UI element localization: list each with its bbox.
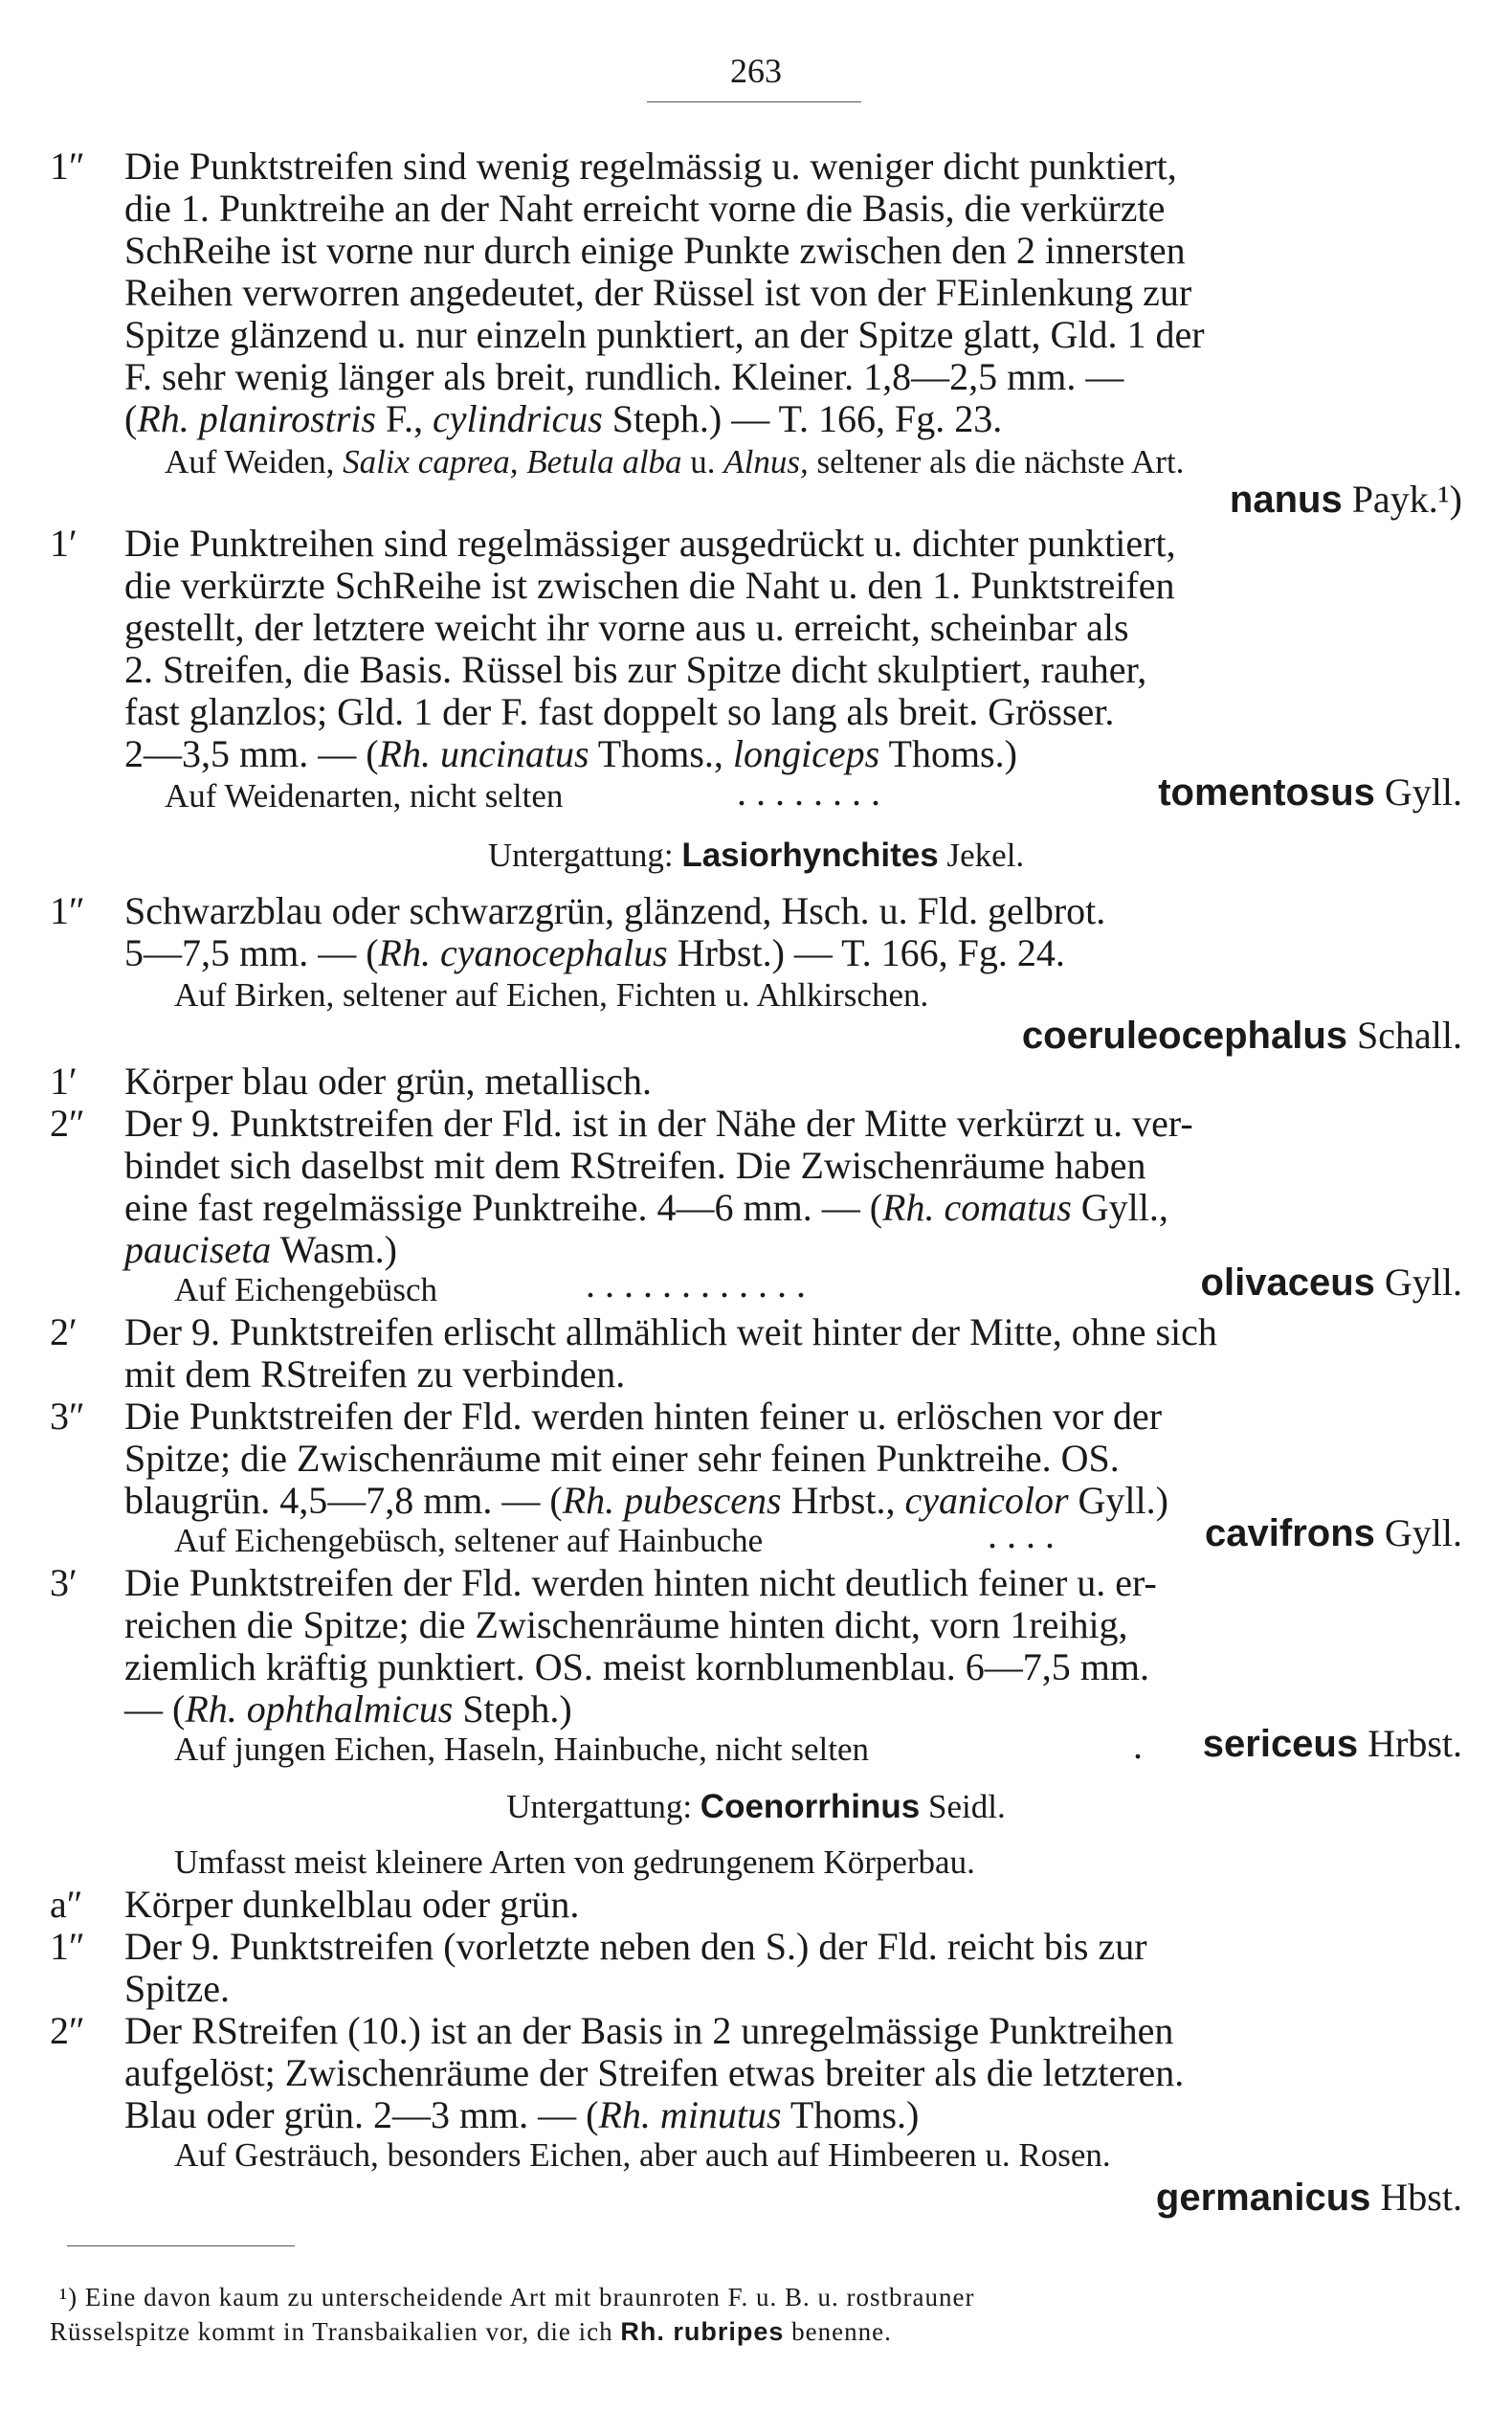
text: ( xyxy=(124,397,138,440)
taxon-name: Rh. cyanocephalus xyxy=(378,931,668,974)
leader-dots: . . . . . . . . . . . . xyxy=(586,1262,806,1306)
text: Gyll.) xyxy=(1068,1479,1168,1522)
footnote-rule xyxy=(67,2245,295,2246)
leader-dots: . xyxy=(1133,1724,1143,1767)
couplet-text: Die Punktreihen sind regelmässiger ausgedrückt u. dichter punktiert, xyxy=(124,522,1176,565)
species-name-line xyxy=(1201,1262,1462,1304)
species-name: tomentosus xyxy=(1158,771,1375,814)
text: Rüsselspitze kommt in Transbaikalien vor, die ich xyxy=(50,2317,621,2346)
text: Seidl. xyxy=(920,1788,1006,1825)
couplet-text: Die Punktstreifen der Fld. werden hinten nicht deutlich feiner u. er- xyxy=(124,1561,1157,1604)
subgenus-heading xyxy=(0,835,1512,877)
subgenus-name: Lasiorhynchites xyxy=(681,837,939,874)
text: seltener als die nächste Art. xyxy=(808,443,1185,480)
taxon-name: Rh. minutus xyxy=(598,2093,782,2136)
synonym-line xyxy=(124,2094,919,2136)
text: Auf Weiden, xyxy=(165,443,344,480)
couplet-marker: 1″ xyxy=(50,145,85,188)
text: 5—7,5 mm. — ( xyxy=(124,931,379,974)
text: F., xyxy=(376,397,434,440)
text: Hrbst.) — T. 166, Fg. 24. xyxy=(667,931,1065,974)
text: 2—3,5 mm. — ( xyxy=(124,732,379,775)
habitat-line: Auf Birken, seltener auf Eichen, Fichten u. Ahlkirschen. xyxy=(174,976,929,1014)
text: Gyll., xyxy=(1071,1186,1168,1229)
species-name-line xyxy=(1205,1512,1462,1554)
page-number xyxy=(0,50,1512,92)
subgenus-heading xyxy=(0,1786,1512,1828)
taxon-name: longiceps xyxy=(732,732,880,775)
species-author: Hrbst. xyxy=(1358,1722,1462,1765)
taxon-name: Rh. pubescens xyxy=(562,1479,782,1522)
couplet-marker: 1″ xyxy=(50,1925,85,1968)
synonym-line xyxy=(124,733,1017,775)
couplet-text: Der RStreifen (10.) ist an der Basis in 2 unregelmässige Punktreihen xyxy=(124,2009,1174,2052)
habitat-line xyxy=(165,775,563,817)
couplet-text: Spitze glänzend u. nur einzeln punktiert, an der Spitze glatt, Gld. 1 der xyxy=(124,313,1205,356)
species-author: Gyll. xyxy=(1374,1511,1462,1554)
habitat-line: Auf Eichengebüsch xyxy=(174,1271,438,1308)
species-author: Payk.¹) xyxy=(1342,478,1462,521)
synonym-line xyxy=(124,1688,572,1731)
leader-dots: . . . . xyxy=(988,1513,1055,1556)
couplet-text: Die Punktstreifen sind wenig regelmässig u. weniger dicht punktiert, xyxy=(124,145,1177,188)
couplet-text: ziemlich kräftig punktiert. OS. meist kornblumenblau. 6—7,5 mm. xyxy=(124,1645,1149,1688)
species-name-line xyxy=(1022,1015,1462,1057)
taxon-name: Salix caprea, Betula alba xyxy=(343,443,682,480)
couplet-text: SchReihe ist vorne nur durch einige Punkte zwischen den 2 innersten xyxy=(124,229,1186,272)
species-name-line xyxy=(1203,1723,1462,1765)
couplet-text: Spitze. xyxy=(124,1967,230,2010)
couplet-text: bindet sich daselbst mit dem RStreifen. Die Zwischenräume haben xyxy=(124,1144,1146,1187)
text: Thoms., xyxy=(589,732,733,775)
couplet-text: Die Punktstreifen der Fld. werden hinten feiner u. erlöschen vor der xyxy=(124,1395,1163,1438)
text: Thoms.) xyxy=(879,732,1017,775)
couplet-marker: 3″ xyxy=(50,1395,85,1438)
species-author: Gyll. xyxy=(1374,1261,1462,1304)
taxon-name: Rh. planirostris xyxy=(137,397,376,440)
footnote-line xyxy=(50,2316,892,2347)
text: Blau oder grün. 2—3 mm. — ( xyxy=(124,2093,599,2136)
text: u. xyxy=(681,443,724,480)
text: Untergattung: xyxy=(506,1788,700,1825)
couplet-text: Der 9. Punktstreifen (vorletzte neben den S.) der Fld. reicht bis zur xyxy=(124,1925,1147,1968)
species-name: nanus xyxy=(1229,479,1343,521)
species-author: Gyll. xyxy=(1374,770,1462,814)
couplet-text: Reihen verworren angedeutet, der Rüssel ist von der FEinlenkung zur xyxy=(124,271,1192,314)
couplet-text: Spitze; die Zwischenräume mit einer sehr feinen Punktreihe. OS. xyxy=(124,1437,1120,1480)
couplet-marker: 1′ xyxy=(50,522,78,565)
header-rule xyxy=(647,101,861,102)
couplet-text: Der 9. Punktstreifen der Fld. ist in der Nähe der Mitte verkürzt u. ver- xyxy=(124,1102,1193,1145)
couplet-text: gestellt, der letztere weicht ihr vorne aus u. erreicht, scheinbar als xyxy=(124,606,1129,649)
text: — ( xyxy=(124,1687,186,1731)
couplet-text: fast glanzlos; Gld. 1 der F. fast doppelt so lang als breit. Grösser. xyxy=(124,690,1115,733)
couplet-text: mit dem RStreifen zu verbinden. xyxy=(124,1352,626,1396)
couplet-marker: a″ xyxy=(50,1883,83,1926)
taxon-name: Rh. comatus xyxy=(882,1186,1072,1229)
couplet-text: Körper blau oder grün, metallisch. xyxy=(124,1060,652,1103)
species-name: cavifrons xyxy=(1205,1512,1375,1554)
couplet-text: Schwarzblau oder schwarzgrün, glänzend, Hsch. u. Fld. gelbrot. xyxy=(124,889,1106,932)
synonym-line xyxy=(124,1229,397,1271)
text: Jekel. xyxy=(938,837,1025,874)
taxon-name: Rh. rubripes xyxy=(620,2317,785,2346)
habitat-line: Auf jungen Eichen, Haseln, Hainbuche, nicht selten xyxy=(174,1731,870,1768)
text: Thoms.) xyxy=(781,2093,920,2136)
couplet-marker: 2′ xyxy=(50,1310,78,1353)
species-name: olivaceus xyxy=(1200,1262,1375,1304)
species-author: Schall. xyxy=(1347,1014,1462,1057)
species-name-line xyxy=(1230,479,1462,521)
text: benenne. xyxy=(784,2317,892,2346)
species-name-line xyxy=(1156,2177,1462,2219)
synonym-line xyxy=(124,398,1002,440)
species-name: germanicus xyxy=(1155,2177,1371,2219)
taxon-name: Alnus, xyxy=(723,443,809,480)
couplet-marker: 1″ xyxy=(50,889,85,932)
text: Untergattung: xyxy=(487,837,682,874)
habitat-line: Auf Eichengebüsch, seltener auf Hainbuche xyxy=(174,1522,764,1559)
subgenus-name: Coenorrhinus xyxy=(700,1788,921,1825)
taxon-name: pauciseta xyxy=(124,1228,272,1271)
text: Steph.) xyxy=(453,1687,572,1731)
leader-dots: . . . . . . . . xyxy=(737,770,880,814)
subgenus-intro: Umfasst meist kleinere Arten von gedrungenem Körperbau. xyxy=(174,1843,975,1881)
page-number-text: 263 xyxy=(730,52,782,90)
couplet-marker: 2″ xyxy=(50,1102,85,1145)
synonym-line xyxy=(124,1187,1168,1229)
synonym-line xyxy=(124,932,1065,974)
text: Wasm.) xyxy=(271,1228,397,1271)
species-name: coeruleocephalus xyxy=(1021,1015,1348,1057)
couplet-marker: 2″ xyxy=(50,2009,85,2052)
species-name: sericeus xyxy=(1202,1723,1359,1765)
species-name-line xyxy=(1158,771,1462,814)
couplet-marker: 1′ xyxy=(50,1060,78,1103)
taxon-name: cyanicolor xyxy=(904,1479,1069,1522)
habitat-line xyxy=(165,441,1184,483)
couplet-text: Der 9. Punktstreifen erlischt allmählich weit hinter der Mitte, ohne sich xyxy=(124,1310,1217,1353)
footnote-line: ¹) Eine davon kaum zu unterscheidende Art mit braunroten F. u. B. u. rostbrauner xyxy=(59,2283,975,2311)
couplet-marker: 3′ xyxy=(50,1561,78,1604)
habitat-line: Auf Gesträuch, besonders Eichen, aber auch auf Himbeeren u. Rosen. xyxy=(174,2136,1111,2174)
text: eine fast regelmässige Punktreihe. 4—6 mm. — ( xyxy=(124,1186,883,1229)
taxon-name: cylindricus xyxy=(433,397,603,440)
couplet-text: Körper dunkelblau oder grün. xyxy=(124,1883,580,1926)
couplet-text: F. sehr wenig länger als breit, rundlich. Kleiner. 1,8—2,5 mm. — xyxy=(124,355,1124,398)
species-author: Hbst. xyxy=(1370,2176,1462,2219)
couplet-text: reichen die Spitze; die Zwischenräume hinten dicht, vorn 1reihig, xyxy=(124,1603,1128,1646)
taxon-name: Rh. ophthalmicus xyxy=(185,1687,454,1731)
couplet-text: die verkürzte SchReihe ist zwischen die Naht u. den 1. Punktstreifen xyxy=(124,564,1175,607)
couplet-text: die 1. Punktreihe an der Naht erreicht vorne die Basis, die verkürzte xyxy=(124,187,1166,230)
couplet-text: aufgelöst; Zwischenräume der Streifen etwas breiter als die letzteren. xyxy=(124,2051,1185,2094)
text: Hrbst., xyxy=(781,1479,905,1522)
text: blaugrün. 4,5—7,8 mm. — ( xyxy=(124,1479,563,1522)
couplet-text: 2. Streifen, die Basis. Rüssel bis zur Spitze dicht skulptiert, rauher, xyxy=(124,648,1147,691)
text: Auf Weidenarten, nicht selten xyxy=(165,777,564,815)
text: Steph.) — T. 166, Fg. 23. xyxy=(602,397,1003,440)
taxon-name: Rh. uncinatus xyxy=(378,732,589,775)
